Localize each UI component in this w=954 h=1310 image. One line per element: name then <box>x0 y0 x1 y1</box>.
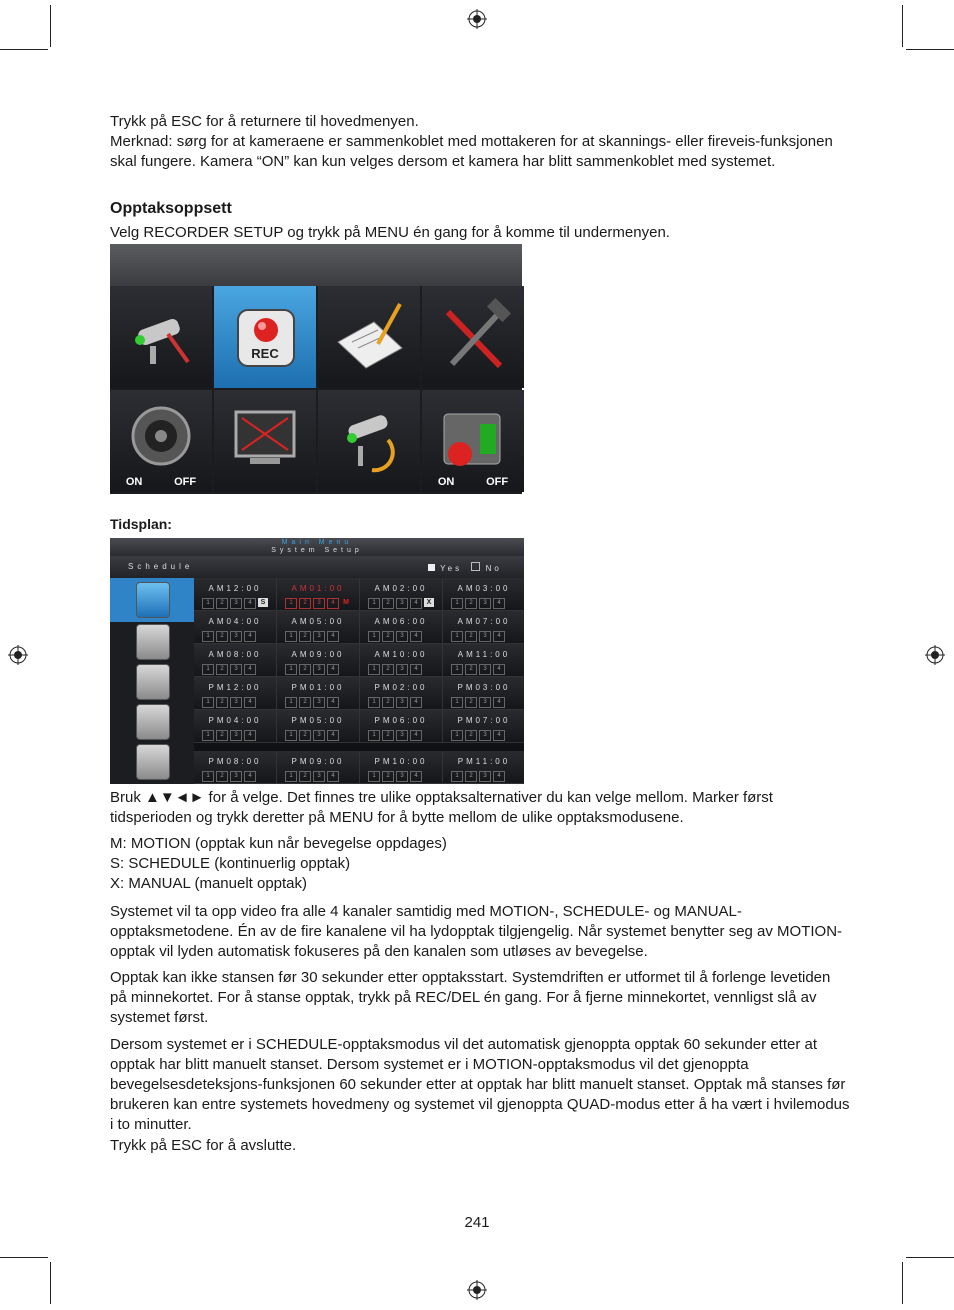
crop-mark <box>906 1257 954 1258</box>
channel-box[interactable]: 2 <box>465 598 477 609</box>
channel-box[interactable]: 3 <box>230 664 242 675</box>
memory-card-tile[interactable] <box>422 390 524 492</box>
schedule-slot[interactable] <box>194 611 277 644</box>
timer-button[interactable] <box>136 744 170 780</box>
no-label: No <box>485 564 502 573</box>
channel-box[interactable]: 2 <box>216 697 228 708</box>
channel-box[interactable]: 3 <box>479 631 491 642</box>
channel-box[interactable]: 1 <box>451 664 463 675</box>
display-tile[interactable] <box>214 390 316 492</box>
channel-box[interactable]: 1 <box>285 697 297 708</box>
yes-checkbox[interactable] <box>428 564 435 571</box>
crop-mark <box>902 5 903 47</box>
schedule-edit-button[interactable] <box>136 582 170 618</box>
slot-mode <box>341 771 351 780</box>
schedule-slot[interactable] <box>360 751 443 784</box>
slot-mode <box>507 631 517 640</box>
channel-box[interactable]: 4 <box>493 771 505 782</box>
schedule-slot[interactable] <box>360 644 443 677</box>
slot-time: PM11:00 <box>457 757 511 766</box>
channel-box[interactable]: 2 <box>465 631 477 642</box>
slot-channels <box>202 631 268 642</box>
channel-box[interactable]: 4 <box>410 697 422 708</box>
exit-paragraph: Trykk på ESC for å avslutte. <box>110 1137 297 1154</box>
intro-line: Trykk på ESC for å returnere til hovedmenyen. <box>110 113 419 130</box>
slot-time: PM12:00 <box>208 683 262 692</box>
schedule-grid <box>194 578 524 784</box>
slot-time: AM12:00 <box>208 584 262 593</box>
channel-box[interactable]: 2 <box>216 598 228 609</box>
slot-channels <box>202 730 268 741</box>
menu-title-bar <box>110 244 522 286</box>
slot-time: AM08:00 <box>208 650 262 659</box>
channel-box[interactable]: 1 <box>202 631 214 642</box>
no-checkbox[interactable] <box>471 562 480 571</box>
channel-box[interactable]: 4 <box>327 771 339 782</box>
slot-mode <box>258 730 268 739</box>
slot-channels <box>285 730 351 741</box>
channel-box[interactable]: 3 <box>313 631 325 642</box>
registration-mark-icon <box>467 1280 487 1300</box>
slot-time: PM10:00 <box>374 757 428 766</box>
camera-rotate-icon <box>318 390 420 492</box>
slot-channels <box>368 697 434 708</box>
channel-box[interactable]: 3 <box>396 771 408 782</box>
monitor-cross-icon <box>214 390 316 492</box>
channel-box[interactable]: 3 <box>479 771 491 782</box>
channel-box[interactable]: 1 <box>451 598 463 609</box>
schedule-slot[interactable] <box>443 644 524 677</box>
channel-box[interactable]: 2 <box>299 771 311 782</box>
channel-box[interactable]: 4 <box>493 631 505 642</box>
slot-mode <box>341 631 351 640</box>
camera-icon <box>110 286 212 388</box>
schedule-slot[interactable] <box>194 710 277 743</box>
channel-box[interactable]: 2 <box>382 598 394 609</box>
registration-mark-icon <box>467 9 487 29</box>
slot-mode <box>424 730 434 739</box>
slot-channels <box>368 631 434 642</box>
intro-text <box>110 112 850 172</box>
channel-box[interactable]: 4 <box>244 631 256 642</box>
channel-box[interactable]: 4 <box>244 697 256 708</box>
channel-box[interactable]: 3 <box>396 631 408 642</box>
schedule-slot[interactable] <box>194 751 277 784</box>
slot-channels <box>285 631 351 642</box>
channel-box[interactable]: 4 <box>244 771 256 782</box>
channel-box[interactable]: 3 <box>230 631 242 642</box>
channel-box[interactable]: 4 <box>244 730 256 741</box>
slot-mode <box>507 771 517 780</box>
channel-box[interactable]: 3 <box>479 598 491 609</box>
section-title: Opptaksoppsett <box>110 200 232 217</box>
slot-time: PM06:00 <box>374 716 428 725</box>
on-label: ON <box>125 476 143 488</box>
channel-box[interactable]: 4 <box>410 631 422 642</box>
scan-tile[interactable] <box>318 390 420 492</box>
channel-box[interactable]: 2 <box>216 771 228 782</box>
schedule-title: Tidsplan: <box>110 516 172 532</box>
section-text: Velg RECORDER SETUP og trykk på MENU én gang for å komme til undermenyen. <box>110 224 670 241</box>
slot-channels <box>202 697 268 708</box>
channel-box[interactable]: 4 <box>327 664 339 675</box>
main-menu-screen <box>110 244 522 494</box>
channel-box[interactable]: 1 <box>368 631 380 642</box>
schedule-slot[interactable] <box>194 578 277 611</box>
slot-time: PM07:00 <box>457 716 511 725</box>
slot-mode <box>424 631 434 640</box>
channel-box[interactable]: 2 <box>465 771 477 782</box>
slot-time: AM02:00 <box>374 584 428 593</box>
channel-box[interactable]: 2 <box>465 664 477 675</box>
channel-box[interactable]: 3 <box>230 598 242 609</box>
schedule-slot[interactable] <box>443 611 524 644</box>
channel-box[interactable]: 2 <box>382 771 394 782</box>
channel-box[interactable]: 1 <box>202 771 214 782</box>
resume-paragraph: Dersom systemet er i SCHEDULE-opptaksmodus vil det automatisk gjenoppta opptak 60 sekunder etter at opptak har blitt manuelt stanset. Dersom systemet er i MOTION-opptaksmodus vil det gjenoppta bevegelsesdeteksjons-funksjonen 60 sekunder etter at opptak har blitt manuelt stanset. Opptak må stanses før brukeren kan entre systemets hovedmeny og systemet vil gjenoppta QUAD-modus etter å ha vært i hvilemodus i to minutter. <box>110 1036 850 1133</box>
schedule-slot[interactable] <box>360 578 443 611</box>
channel-box[interactable]: 1 <box>368 730 380 741</box>
slot-time: PM01:00 <box>291 683 345 692</box>
channel-box[interactable]: 2 <box>465 697 477 708</box>
channel-box[interactable]: 2 <box>299 598 311 609</box>
schedule-slot[interactable] <box>443 751 524 784</box>
schedule-slot[interactable] <box>277 677 360 710</box>
registration-mark-icon <box>925 645 945 665</box>
schedule-slot[interactable] <box>277 578 360 611</box>
schedule-screen <box>110 538 524 784</box>
slot-channels <box>451 631 517 642</box>
slot-mode <box>258 697 268 706</box>
system-setup-label: System Setup <box>271 547 363 554</box>
slot-mode <box>258 771 268 780</box>
slot-time: PM09:00 <box>291 757 345 766</box>
slot-channels <box>368 730 434 741</box>
record-list-tile[interactable] <box>318 286 420 388</box>
channel-box[interactable]: 2 <box>382 697 394 708</box>
slot-mode <box>424 664 434 673</box>
schedule-slot[interactable] <box>360 611 443 644</box>
slot-mode: M <box>343 599 349 606</box>
schedule-label: Schedule <box>128 562 194 571</box>
channel-box[interactable]: 2 <box>216 631 228 642</box>
slot-channels <box>451 771 517 782</box>
channel-box[interactable]: 1 <box>451 697 463 708</box>
slot-mode <box>258 664 268 673</box>
channel-box[interactable]: 1 <box>368 771 380 782</box>
channel-box[interactable]: 4 <box>410 730 422 741</box>
slot-time: AM09:00 <box>291 650 345 659</box>
channel-box[interactable]: 1 <box>368 664 380 675</box>
schedule-slot[interactable] <box>277 751 360 784</box>
schedule-subheader <box>110 556 524 578</box>
slot-mode <box>258 631 268 640</box>
channel-box[interactable]: 1 <box>451 631 463 642</box>
channel-box[interactable]: 1 <box>202 598 214 609</box>
mode-schedule: S: SCHEDULE (kontinuerlig opptak) <box>110 855 351 872</box>
slot-time: AM10:00 <box>374 650 428 659</box>
record-button[interactable] <box>136 664 170 700</box>
slot-time: AM07:00 <box>457 617 511 626</box>
slot-time: AM11:00 <box>457 650 511 659</box>
slot-channels <box>451 697 517 708</box>
sound-on-off <box>110 476 212 488</box>
channel-box[interactable]: 1 <box>202 664 214 675</box>
channel-box[interactable]: 4 <box>493 598 505 609</box>
channel-box[interactable]: 3 <box>396 598 408 609</box>
channel-box[interactable]: 4 <box>493 730 505 741</box>
channel-box[interactable]: 3 <box>230 771 242 782</box>
channel-box[interactable]: 4 <box>244 598 256 609</box>
channel-box[interactable]: 4 <box>244 664 256 675</box>
channel-box[interactable]: 3 <box>313 598 325 609</box>
slot-mode <box>424 697 434 706</box>
channel-box[interactable]: 3 <box>313 771 325 782</box>
slot-channels <box>202 771 268 782</box>
slot-channels <box>451 598 517 609</box>
channel-box[interactable]: 4 <box>410 664 422 675</box>
channel-box[interactable]: 2 <box>299 664 311 675</box>
slot-channels <box>202 598 268 609</box>
slot-channels <box>451 664 517 675</box>
slot-mode <box>341 664 351 673</box>
slot-mode <box>507 730 517 739</box>
crop-mark <box>906 49 954 50</box>
main-menu-label: Main Menu <box>281 539 353 546</box>
page-number: 241 <box>464 1214 490 1231</box>
mode-motion: M: MOTION (opptak kun når bevegelse oppdages) <box>110 835 447 852</box>
channel-box[interactable]: 3 <box>479 664 491 675</box>
channel-box[interactable]: 1 <box>202 697 214 708</box>
slot-time: AM05:00 <box>291 617 345 626</box>
slot-channels <box>285 598 351 609</box>
slot-mode <box>424 771 434 780</box>
slot-channels <box>285 697 351 708</box>
crop-mark <box>0 1257 48 1258</box>
modes-list <box>110 834 850 894</box>
slot-time: AM01:00 <box>291 584 345 593</box>
channel-box[interactable]: 4 <box>327 730 339 741</box>
system-setup-tile[interactable] <box>422 286 524 388</box>
channel-box[interactable]: 3 <box>396 730 408 741</box>
schedule-slot[interactable] <box>443 710 524 743</box>
channel-box[interactable]: 2 <box>299 697 311 708</box>
camera-setup-tile[interactable] <box>110 286 212 388</box>
motion-detect-button[interactable] <box>136 624 170 660</box>
schedule-slot[interactable] <box>277 644 360 677</box>
channel-box[interactable]: 2 <box>382 664 394 675</box>
tools-icon <box>422 286 524 388</box>
channel-box[interactable]: 1 <box>451 730 463 741</box>
channel-box[interactable]: 3 <box>313 730 325 741</box>
schedule-slot[interactable] <box>443 578 524 611</box>
channel-box[interactable]: 1 <box>285 631 297 642</box>
slot-mode: X <box>424 598 434 607</box>
slot-time: AM04:00 <box>208 617 262 626</box>
registration-mark-icon <box>8 645 28 665</box>
channel-box[interactable]: 3 <box>313 697 325 708</box>
schedule-slot[interactable] <box>360 710 443 743</box>
document-pen-icon <box>318 286 420 388</box>
channel-box[interactable]: 3 <box>396 697 408 708</box>
slot-time: PM05:00 <box>291 716 345 725</box>
channel-box[interactable]: 4 <box>493 664 505 675</box>
schedule-slot[interactable] <box>277 710 360 743</box>
channel-box[interactable]: 2 <box>382 730 394 741</box>
channel-box[interactable]: 2 <box>299 730 311 741</box>
slot-channels <box>285 664 351 675</box>
slot-mode <box>341 697 351 706</box>
recording-paragraph: Systemet vil ta opp video fra alle 4 kanaler samtidig med MOTION-, SCHEDULE- og MANUAL-opptaksmetodene. Én av de fire kanalene vil ha lydopptak tilgjengelig. Når systemet benytter seg av MOTION-opptak vil lyden automatisk fokuseres på den kanalen som utløses av bevegelse. <box>110 903 843 960</box>
schedule-slot[interactable] <box>194 644 277 677</box>
channel-box[interactable]: 1 <box>285 771 297 782</box>
channel-box[interactable]: 2 <box>299 631 311 642</box>
channel-box[interactable]: 3 <box>230 730 242 741</box>
slot-mode: S <box>258 598 268 607</box>
on-label: ON <box>437 476 455 488</box>
slot-time: PM04:00 <box>208 716 262 725</box>
slot-time: AM06:00 <box>374 617 428 626</box>
slot-time: PM03:00 <box>457 683 511 692</box>
crop-mark <box>902 1262 903 1304</box>
crop-mark <box>50 1262 51 1304</box>
channel-box[interactable]: 3 <box>230 697 242 708</box>
channel-box[interactable]: 4 <box>327 697 339 708</box>
off-label: OFF <box>486 476 509 488</box>
motion-area-button[interactable] <box>136 704 170 740</box>
channel-box[interactable]: 4 <box>327 598 339 609</box>
slot-time: AM03:00 <box>457 584 511 593</box>
channel-box[interactable]: 4 <box>327 631 339 642</box>
channel-box[interactable]: 1 <box>285 598 297 609</box>
sound-tile[interactable] <box>110 390 212 492</box>
channel-box[interactable]: 4 <box>410 771 422 782</box>
slot-mode <box>507 664 517 673</box>
slot-mode <box>341 730 351 739</box>
yes-no-options <box>428 562 502 573</box>
channel-box[interactable]: 3 <box>479 697 491 708</box>
rec-icon <box>214 286 316 388</box>
recorder-setup-tile[interactable] <box>214 286 316 388</box>
mode-manual: X: MANUAL (manuelt opptak) <box>110 875 308 892</box>
instructions-text: Bruk ▲▼◄► for å velge. Det finnes tre ulike opptaksalternativer du kan velge mellom. Marker først tidsperioden og trykk deretter på MENU for å bytte mellom de ulike opptaksmodusene. <box>110 789 773 826</box>
channel-box[interactable]: 1 <box>368 697 380 708</box>
crop-mark <box>0 49 48 50</box>
schedule-slot[interactable] <box>277 611 360 644</box>
slot-mode <box>507 697 517 706</box>
schedule-slot[interactable] <box>360 677 443 710</box>
slot-mode <box>507 598 517 607</box>
channel-box[interactable]: 3 <box>396 664 408 675</box>
slot-channels <box>285 771 351 782</box>
channel-box[interactable]: 3 <box>313 664 325 675</box>
channel-box[interactable]: 1 <box>285 664 297 675</box>
slot-time: PM08:00 <box>208 757 262 766</box>
intro-note: Merknad: sørg for at kameraene er sammenkoblet med mottakeren for at skannings- eller fireveis-funksjonen skal fungere. Kamera “ON” kan kun velges dersom et kamera har blitt sammenkoblet med systemet. <box>110 133 833 170</box>
slot-channels <box>202 664 268 675</box>
channel-box[interactable]: 2 <box>216 664 228 675</box>
off-label: OFF <box>174 476 197 488</box>
slot-channels <box>368 771 434 782</box>
memory-on-off <box>422 476 524 488</box>
channel-box[interactable]: 1 <box>202 730 214 741</box>
slot-channels <box>451 730 517 741</box>
channel-box[interactable]: 1 <box>285 730 297 741</box>
channel-box[interactable]: 1 <box>451 771 463 782</box>
yes-label: Yes <box>440 564 463 573</box>
channel-box[interactable]: 4 <box>493 697 505 708</box>
channel-box[interactable]: 3 <box>479 730 491 741</box>
channel-box[interactable]: 4 <box>410 598 422 609</box>
channel-box[interactable]: 2 <box>216 730 228 741</box>
slot-channels <box>368 598 434 609</box>
channel-box[interactable]: 2 <box>465 730 477 741</box>
rec-label: REC <box>251 346 279 361</box>
slot-time: PM02:00 <box>374 683 428 692</box>
stop-paragraph: Opptak kan ikke stansen før 30 sekunder etter opptaksstart. Systemdriften er utformet til å forlenge levetiden på minnekortet. For å stanse opptak, trykk på REC/DEL én gang. For å fjerne minnekortet, vennligst slå av systemet først. <box>110 969 831 1026</box>
slot-channels <box>368 664 434 675</box>
channel-box[interactable]: 1 <box>368 598 380 609</box>
schedule-slot[interactable] <box>443 677 524 710</box>
schedule-header <box>110 538 524 556</box>
schedule-slot[interactable] <box>194 677 277 710</box>
crop-mark <box>50 5 51 47</box>
channel-box[interactable]: 2 <box>382 631 394 642</box>
